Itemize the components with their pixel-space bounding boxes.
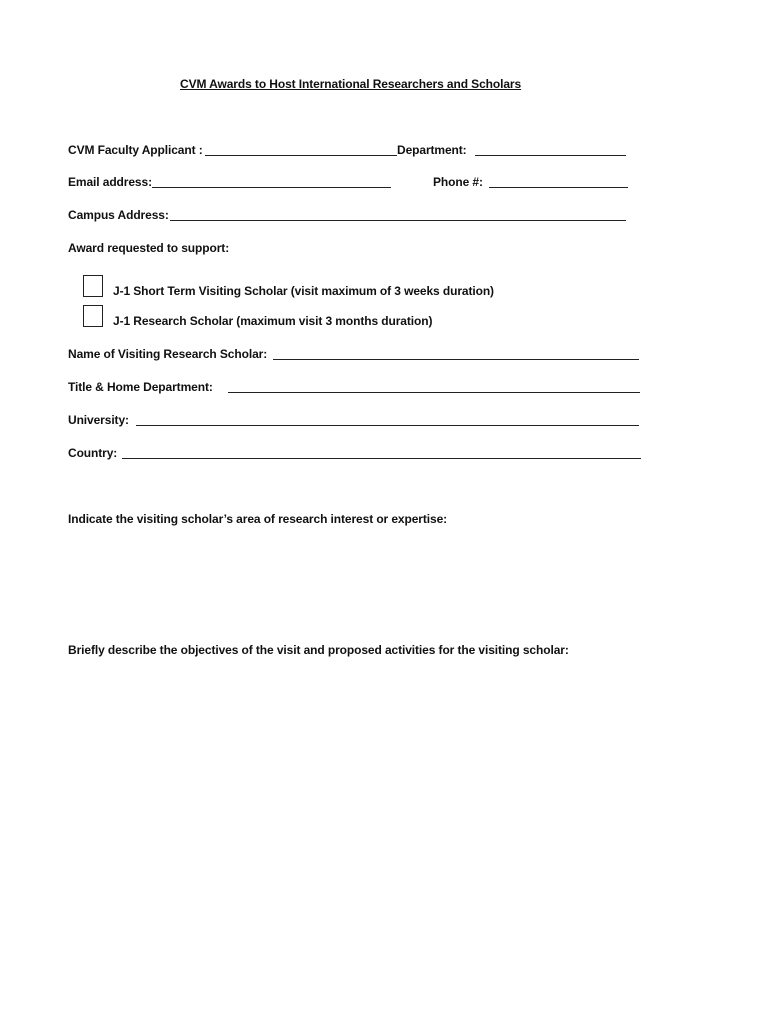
email-field[interactable] — [152, 187, 391, 188]
short-term-scholar-checkbox[interactable] — [83, 275, 103, 297]
phone-label: Phone #: — [433, 175, 483, 189]
university-label: University: — [68, 413, 129, 427]
visiting-scholar-name-field[interactable] — [273, 359, 639, 360]
form-title: CVM Awards to Host International Researchers and Scholars — [180, 77, 522, 91]
objectives-prompt: Briefly describe the objectives of the visit and proposed activities for the visiting scholar: — [68, 643, 569, 657]
research-scholar-checkbox[interactable] — [83, 305, 103, 327]
research-interest-prompt: Indicate the visiting scholar’s area of research interest or expertise: — [68, 512, 448, 526]
phone-field[interactable] — [489, 187, 628, 188]
country-field[interactable] — [122, 458, 641, 459]
department-label: Department: — [397, 143, 467, 157]
email-label: Email address: — [68, 175, 152, 189]
faculty-applicant-field[interactable] — [205, 155, 397, 156]
research-scholar-label: J-1 Research Scholar (maximum visit 3 months duration) — [113, 314, 433, 328]
university-field[interactable] — [136, 425, 639, 426]
title-home-department-field[interactable] — [228, 392, 640, 393]
short-term-scholar-label: J-1 Short Term Visiting Scholar (visit maximum of 3 weeks duration) — [113, 284, 494, 298]
award-requested-label: Award requested to support: — [68, 241, 230, 255]
visiting-scholar-name-label: Name of Visiting Research Scholar: — [68, 347, 268, 361]
campus-address-label: Campus Address: — [68, 208, 169, 222]
country-label: Country: — [68, 446, 118, 460]
department-field[interactable] — [475, 155, 626, 156]
faculty-applicant-label: CVM Faculty Applicant : — [68, 143, 203, 157]
campus-address-field[interactable] — [170, 220, 626, 221]
title-home-department-label: Title & Home Department: — [68, 380, 213, 394]
